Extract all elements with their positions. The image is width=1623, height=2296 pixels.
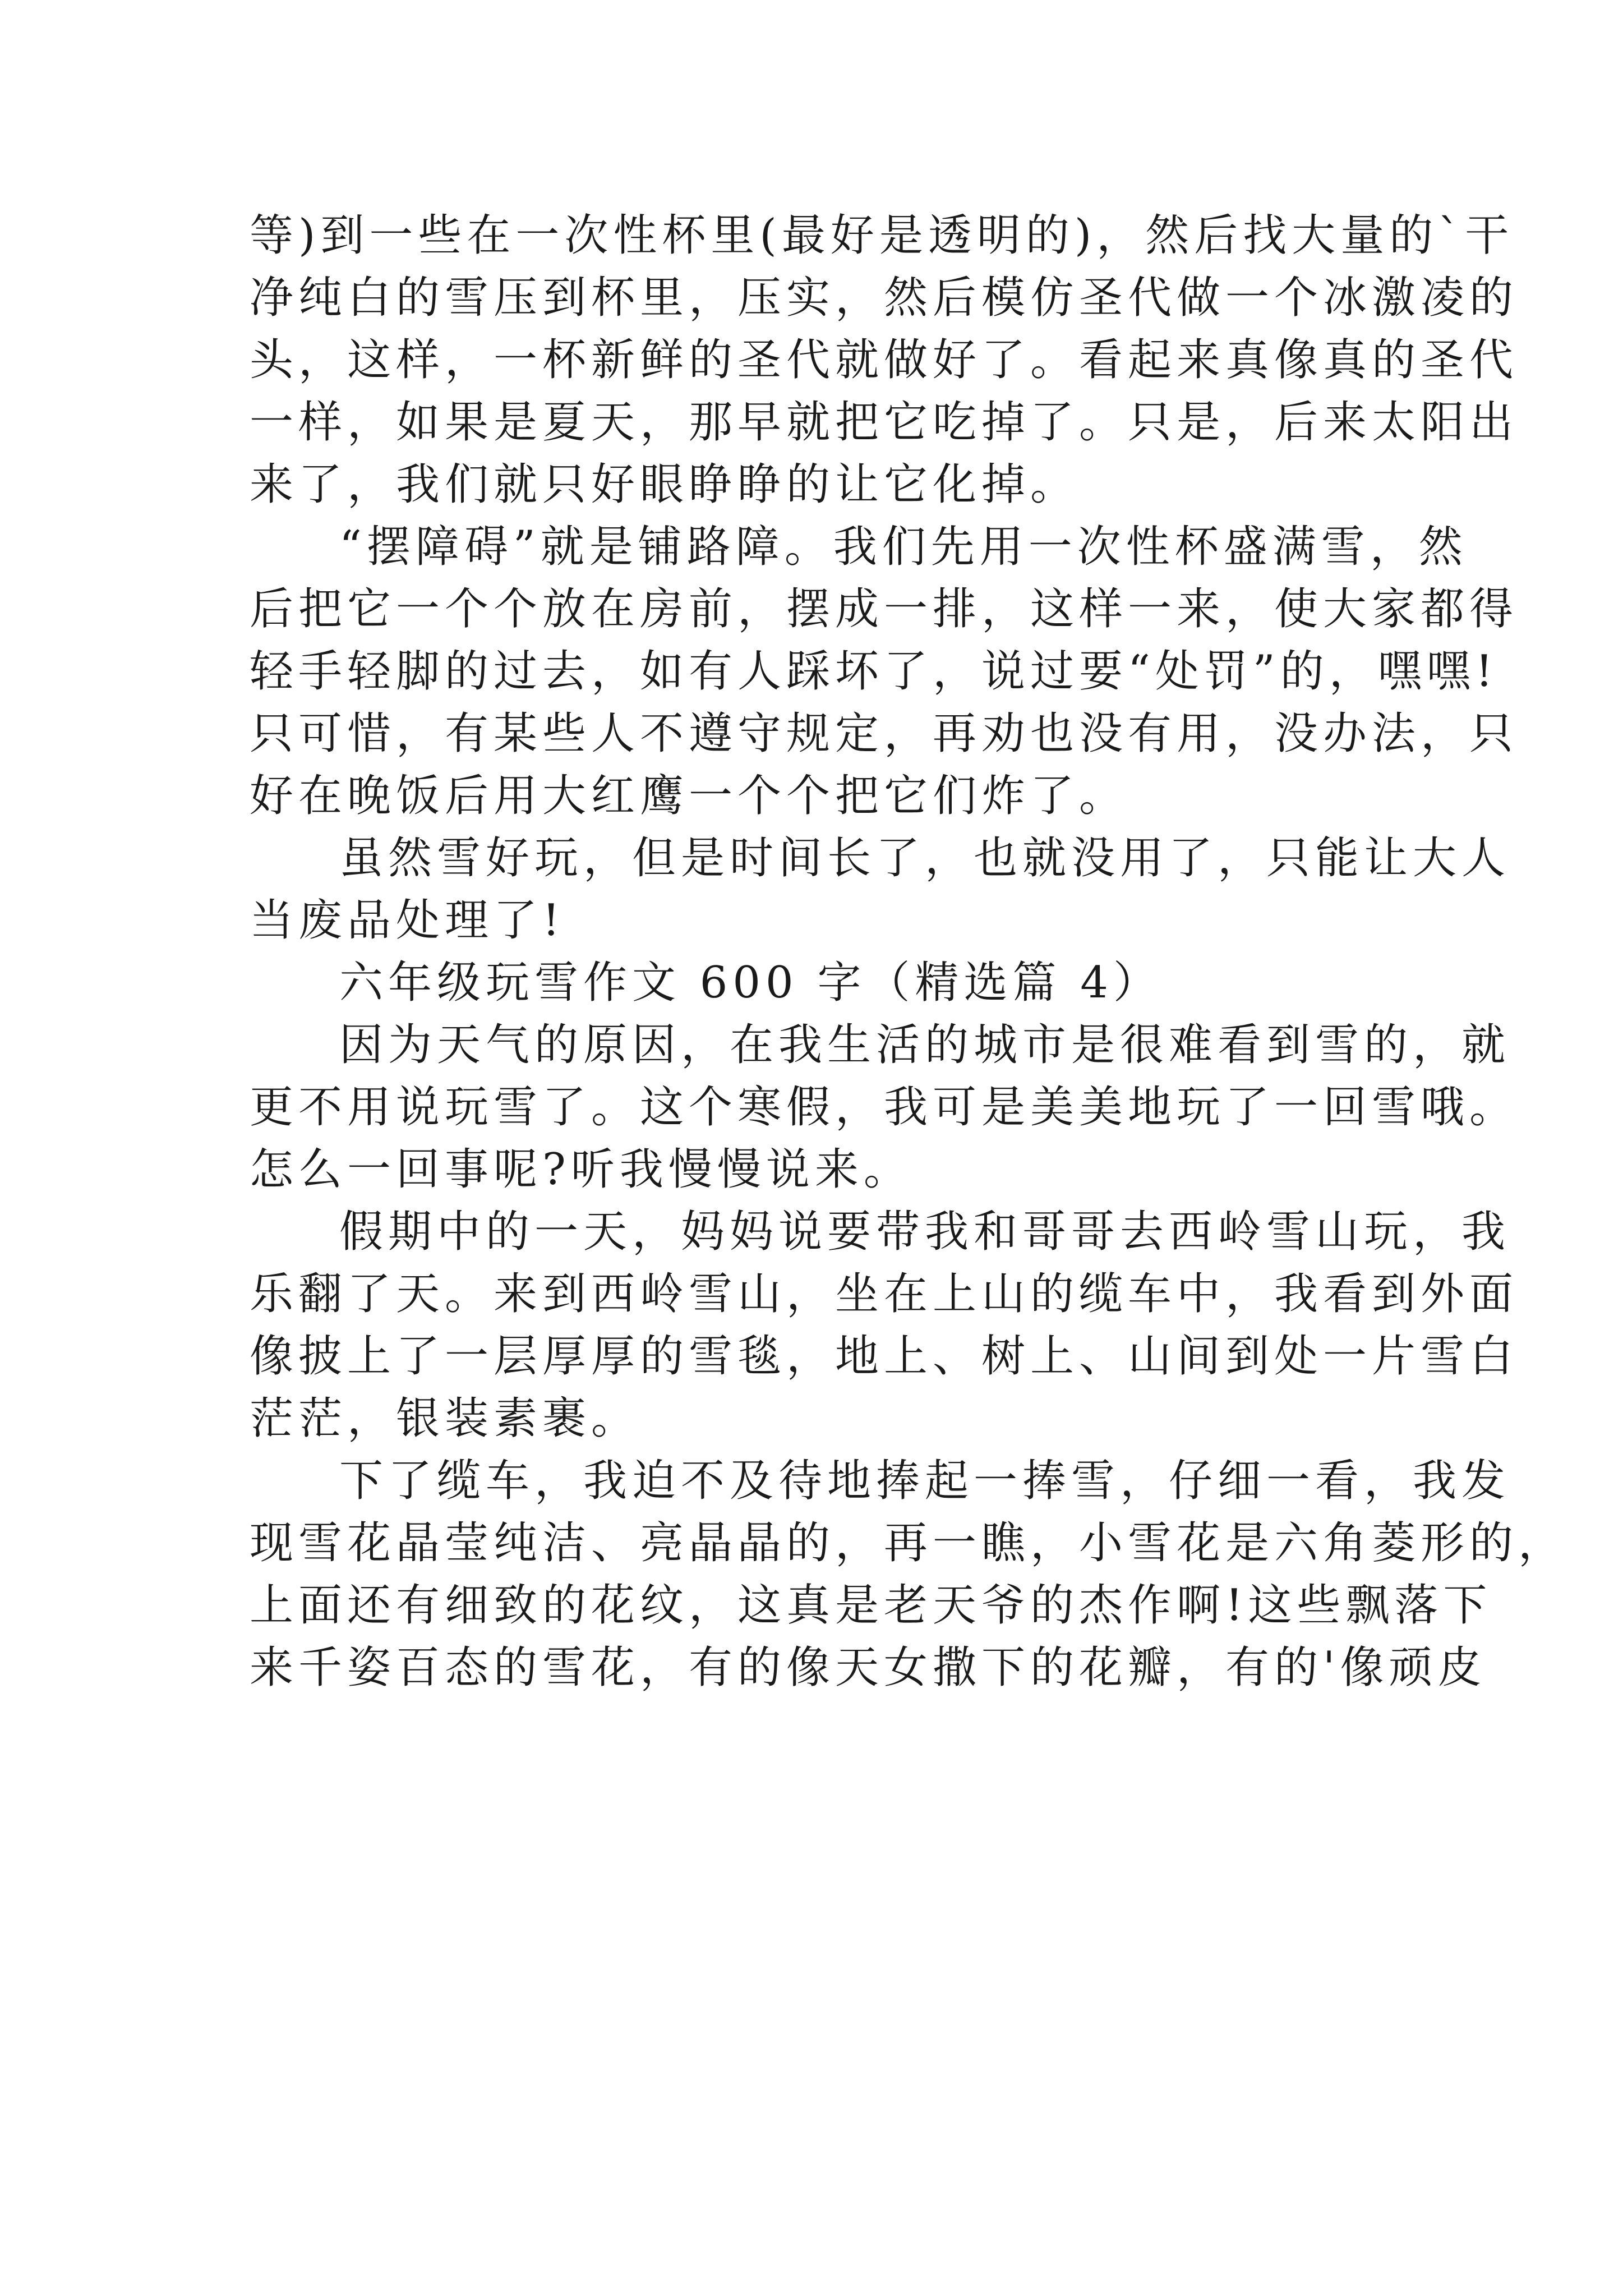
text-line: 怎么一回事呢?听我慢慢说来。 [250, 1144, 912, 1195]
text-line: 来千姿百态的雪花，有的像天女撒下的花瓣，有的'像顽皮 [250, 1642, 1487, 1693]
text-line: 像披上了一层厚厚的雪毯，地上、树上、山间到处一片雪白 [250, 1331, 1519, 1382]
paragraph-first-line: 下了缆车，我迫不及待地捧起一捧雪，仔细一看，我发 [339, 1456, 1511, 1506]
text-line: 只可惜，有某些人不遵守规定，再劝也没有用，没办法，只 [250, 708, 1519, 759]
text-line: 现雪花晶莹纯洁、亮晶晶的，再一瞧，小雪花是六角菱形的， [250, 1518, 1567, 1568]
document-body [250, 205, 1567, 1699]
text-line: 更不用说玩雪了。这个寒假，我可是美美地玩了一回雪哦。 [250, 1082, 1519, 1133]
text-line: 好在晚饭后用大红鹰一个个把它们炸了。 [250, 771, 1128, 821]
paragraph-first-line: 因为天气的原因，在我生活的城市是很难看到雪的，就 [339, 1020, 1511, 1070]
text-line: 轻手轻脚的过去，如有人踩坏了，说过要“处罚”的，嘿嘿! [250, 646, 1498, 697]
paragraph-first-line: 虽然雪好玩，但是时间长了，也就没用了，只能让大人 [339, 833, 1511, 884]
paragraph-first-line: 假期中的一天，妈妈说要带我和哥哥去西岭雪山玩，我 [339, 1207, 1511, 1257]
text-line: 等)到一些在一次性杯里(最好是透明的)，然后找大量的`干 [250, 210, 1514, 261]
text-line: 上面还有细致的花纹，这真是老天爷的杰作啊!这些飘落下 [250, 1580, 1492, 1631]
text-line: 一样，如果是夏天，那早就把它吃掉了。只是，后来太阳出 [250, 397, 1519, 448]
text-line: 乐翻了天。来到西岭雪山，坐在上山的缆车中，我看到外面 [250, 1269, 1519, 1319]
text-line: 茫茫，银装素裹。 [250, 1393, 640, 1444]
text-line: 净纯白的雪压到杯里，压实，然后模仿圣代做一个冰激凌的 [250, 273, 1519, 323]
text-line: 头，这样，一杯新鲜的圣代就做好了。看起来真像真的圣代 [250, 335, 1519, 385]
text-line: 后把它一个个放在房前，摆成一排，这样一来，使大家都得 [250, 584, 1519, 634]
text-line: 来了，我们就只好眼睁睁的让它化掉。 [250, 459, 1080, 510]
section-heading: 六年级玩雪作文 600 字（精选篇 4） [339, 958, 1162, 1008]
text-line: 当废品处理了! [250, 895, 565, 946]
paragraph-first-line: “摆障碍”就是铺路障。我们先用一次性杯盛满雪，然 [339, 522, 1468, 572]
